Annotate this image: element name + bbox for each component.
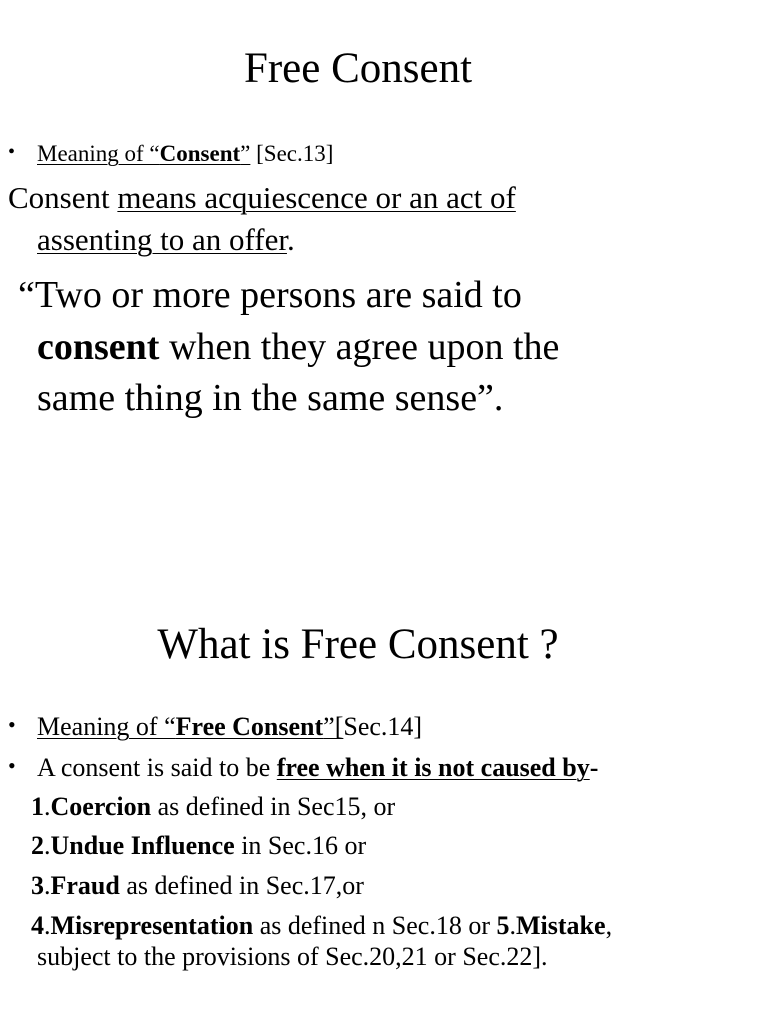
item-rest: in Sec.16 or bbox=[234, 831, 367, 860]
slide1-title: Free Consent bbox=[243, 45, 473, 92]
quote-line1: “Two or more persons are said to bbox=[18, 274, 522, 316]
meaning-of-free-consent bbox=[37, 712, 422, 742]
statement-dash: - bbox=[589, 753, 599, 782]
slide2-title: What is Free Consent ? bbox=[157, 621, 559, 668]
item-term-mistake: Mistake bbox=[516, 911, 606, 940]
meaning-section: Sec.14] bbox=[343, 712, 423, 741]
meaning-consent-underlined bbox=[37, 141, 250, 166]
meaning-close: ” bbox=[240, 141, 251, 166]
provisions-line: subject to the provisions of Sec.20,21 or Sec.22]. bbox=[37, 942, 548, 971]
list-item-coercion: 1.Coercion as defined in Sec15, or bbox=[31, 792, 396, 821]
item-number: 1 bbox=[31, 792, 44, 821]
item-number: 2 bbox=[31, 831, 44, 860]
statement-bold: free when it is not caused by bbox=[276, 753, 590, 782]
item-number: 3 bbox=[31, 871, 44, 900]
item-term: Undue Influence bbox=[50, 831, 235, 860]
consent-definition-line1 bbox=[8, 180, 516, 216]
item-rest-mistake: , bbox=[605, 911, 613, 940]
bullet-meaning-consent: • bbox=[8, 141, 16, 163]
def-end: . bbox=[286, 222, 295, 257]
quote-bold-consent: consent bbox=[37, 326, 160, 368]
bullet-free-when: • bbox=[8, 753, 16, 778]
meaning-term: Free Consent bbox=[175, 712, 324, 741]
meaning-of-consent bbox=[37, 141, 333, 167]
quote-line2-rest: when they agree upon the bbox=[159, 326, 560, 368]
def-lead: Consent bbox=[8, 180, 118, 215]
item-number-mistake: 5 bbox=[496, 911, 510, 940]
list-item-fraud: 3.Fraud as defined in Sec.17,or bbox=[31, 871, 364, 900]
list-item-misrepresentation: 4.Misrepresentation as defined n Sec.18 or 5.Mistake, bbox=[31, 911, 613, 940]
meaning-section: [Sec.13] bbox=[250, 141, 334, 166]
consent-definition-line2 bbox=[37, 222, 295, 258]
meaning-close: ”[ bbox=[323, 712, 344, 741]
item-term: Fraud bbox=[50, 871, 120, 900]
def-underlined-2: assenting to an offer bbox=[37, 222, 287, 257]
meaning-free-consent-underlined bbox=[37, 712, 343, 741]
bullet-meaning-free-consent: • bbox=[8, 712, 16, 737]
quote-line3: same thing in the same sense”. bbox=[37, 377, 504, 419]
meaning-term: Consent bbox=[159, 141, 241, 166]
free-consent-statement bbox=[37, 753, 598, 783]
quote-line2 bbox=[37, 325, 559, 369]
item-term: Misrepresentation bbox=[50, 911, 254, 940]
meaning-prefix: Meaning of “ bbox=[37, 712, 176, 741]
def-underlined-1: means acquiescence or an act of bbox=[117, 180, 516, 215]
item-rest: as defined in Sec.17,or bbox=[119, 871, 364, 900]
item-rest: as defined n Sec.18 or bbox=[253, 911, 497, 940]
list-item-undue-influence: 2.Undue Influence in Sec.16 or bbox=[31, 831, 367, 860]
meaning-prefix: Meaning of “ bbox=[37, 141, 160, 166]
item-rest: as defined in Sec15, or bbox=[151, 792, 396, 821]
item-number: 4 bbox=[31, 911, 44, 940]
item-term: Coercion bbox=[50, 792, 152, 821]
statement-lead: A consent is said to be bbox=[37, 753, 277, 782]
